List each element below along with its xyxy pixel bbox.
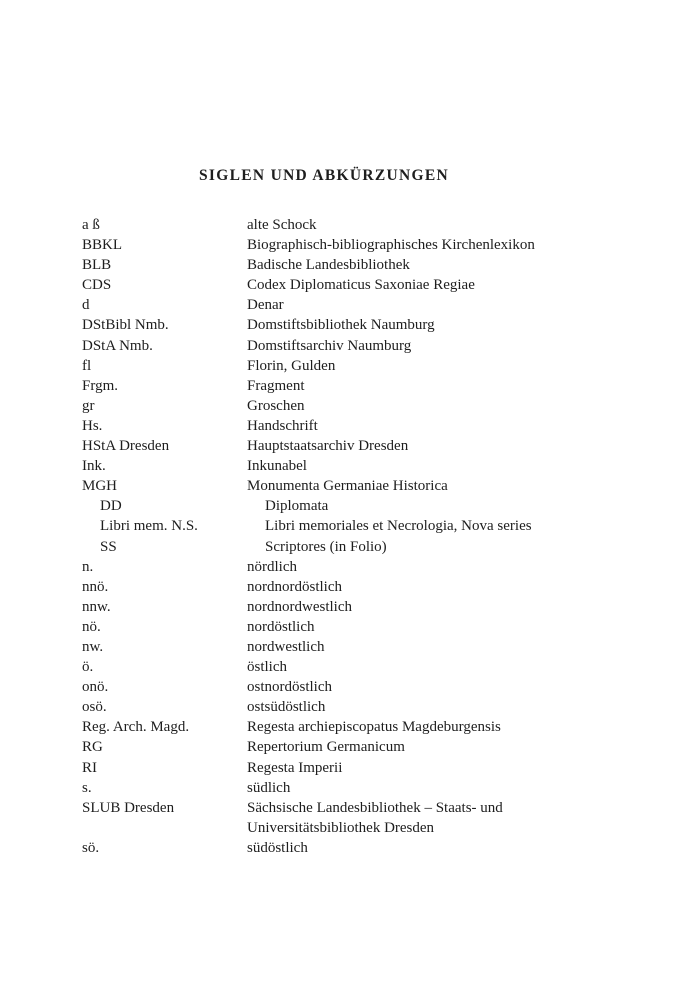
abbreviation-term: nw. — [82, 638, 104, 655]
abbreviation-definition: Regesta Imperii — [247, 759, 343, 776]
abbreviation-entry — [82, 396, 602, 416]
abbreviation-definition: Handschrift — [247, 417, 318, 434]
abbreviation-entry — [82, 798, 602, 818]
abbreviation-term: Ink. — [82, 458, 106, 475]
abbreviation-entry — [82, 476, 602, 496]
abbreviation-definition: Groschen — [247, 397, 305, 414]
abbreviation-definition: Denar — [247, 297, 284, 314]
abbreviation-definition: Regesta archiepiscopatus Magdeburgensis — [247, 719, 501, 736]
abbreviation-entry — [82, 778, 602, 798]
abbreviation-entry — [82, 336, 602, 356]
abbreviation-entry — [82, 657, 602, 677]
abbreviation-entry — [82, 275, 602, 295]
abbreviation-definition: nordnordöstlich — [247, 578, 342, 595]
abbreviation-definition: Hauptstaatsarchiv Dresden — [247, 438, 409, 455]
abbreviation-entry — [82, 215, 602, 235]
abbreviation-entry — [82, 255, 602, 275]
abbreviation-definition: nördlich — [247, 558, 297, 575]
abbreviation-entry — [82, 597, 602, 617]
abbreviation-entry — [82, 717, 602, 737]
abbreviation-term: RG — [82, 739, 103, 756]
abbreviation-subentry — [82, 496, 602, 516]
abbreviation-entry — [82, 456, 602, 476]
abbreviation-term: nnw. — [82, 598, 111, 615]
abbreviation-term: DD — [100, 498, 122, 515]
abbreviation-entry — [82, 677, 602, 697]
abbreviation-definition: südlich — [247, 779, 291, 796]
abbreviation-term: nnö. — [82, 578, 109, 595]
abbreviation-definition: Libri memoriales et Necrologia, Nova series — [265, 518, 532, 535]
abbreviation-definition: Universitätsbibliothek Dresden — [247, 819, 435, 836]
abbreviation-term: RI — [82, 759, 97, 776]
abbreviation-term: MGH — [82, 478, 118, 495]
abbreviation-term: CDS — [82, 277, 112, 294]
abbreviation-term: nö. — [82, 618, 101, 635]
abbreviation-entry — [82, 557, 602, 577]
abbreviation-definition: Monumenta Germaniae Historica — [247, 478, 448, 495]
abbreviation-list — [82, 215, 602, 858]
abbreviation-entry — [82, 356, 602, 376]
abbreviation-definition: Scriptores (in Folio) — [265, 538, 387, 555]
abbreviation-definition: Diplomata — [265, 498, 329, 515]
abbreviation-definition: nordwestlich — [247, 638, 325, 655]
abbreviation-entry — [82, 436, 602, 456]
abbreviation-entry — [82, 617, 602, 637]
abbreviation-term: gr — [82, 397, 95, 414]
abbreviation-entry — [82, 637, 602, 657]
abbreviation-term: osö. — [82, 699, 107, 716]
abbreviation-definition: Badische Landesbibliothek — [247, 257, 410, 274]
abbreviation-term: DStA Nmb. — [82, 337, 153, 354]
abbreviation-term: ö. — [82, 659, 94, 676]
abbreviation-entry — [82, 697, 602, 717]
abbreviation-definition: Inkunabel — [247, 458, 307, 475]
abbreviation-definition: ostsüdöstlich — [247, 699, 326, 716]
abbreviation-term: SS — [100, 538, 117, 555]
abbreviation-entry — [82, 295, 602, 315]
abbreviation-definition: Repertorium Germanicum — [247, 739, 405, 756]
abbreviation-term: s. — [82, 779, 92, 796]
abbreviation-definition: ostnordöstlich — [247, 679, 332, 696]
abbreviation-entry — [82, 737, 602, 757]
abbreviation-term: Reg. Arch. Magd. — [82, 719, 190, 736]
abbreviation-entry — [82, 376, 602, 396]
abbreviation-entry — [82, 818, 602, 838]
abbreviation-term: BBKL — [82, 237, 123, 254]
abbreviation-term: Libri mem. N.S. — [100, 518, 198, 535]
abbreviation-entry — [82, 758, 602, 778]
abbreviation-term: sö. — [82, 839, 100, 856]
abbreviation-definition: Sächsische Landesbibliothek – Staats- und — [247, 799, 503, 816]
abbreviation-term: fl — [82, 357, 92, 374]
abbreviation-entry — [82, 315, 602, 335]
abbreviation-definition: Biographisch-bibliographisches Kirchenlexikon — [247, 237, 535, 254]
abbreviation-definition: Domstiftsarchiv Naumburg — [247, 337, 412, 354]
abbreviation-term: HStA Dresden — [82, 438, 170, 455]
abbreviation-definition: nordnordwestlich — [247, 598, 352, 615]
abbreviation-definition: nordöstlich — [247, 618, 315, 635]
abbreviation-term: onö. — [82, 679, 109, 696]
page-title: SIGLEN UND ABKÜRZUNGEN — [199, 167, 449, 185]
abbreviation-term: DStBibl Nmb. — [82, 317, 169, 334]
abbreviation-subentry — [82, 537, 602, 557]
abbreviation-definition: Fragment — [247, 377, 305, 394]
abbreviation-entry — [82, 838, 602, 858]
abbreviation-entry — [82, 416, 602, 436]
abbreviation-term — [82, 818, 247, 838]
abbreviation-definition: alte Schock — [247, 217, 317, 233]
abbreviation-entry — [82, 577, 602, 597]
abbreviation-term: a ß — [82, 217, 100, 233]
abbreviation-definition: östlich — [247, 659, 287, 676]
abbreviation-entry — [82, 235, 602, 255]
abbreviation-definition: Codex Diplomaticus Saxoniae Regiae — [247, 277, 475, 294]
abbreviation-definition: südöstlich — [247, 839, 308, 856]
abbreviation-definition: Domstiftsbibliothek Naumburg — [247, 317, 435, 334]
abbreviation-term: SLUB Dresden — [82, 799, 175, 816]
abbreviation-definition: Florin, Gulden — [247, 357, 336, 374]
abbreviation-term: Frgm. — [82, 377, 118, 394]
abbreviation-term: n. — [82, 558, 94, 575]
abbreviation-subentry — [82, 516, 602, 536]
abbreviation-term: d — [82, 297, 90, 314]
abbreviation-term: Hs. — [82, 417, 103, 434]
abbreviation-term: BLB — [82, 257, 112, 274]
